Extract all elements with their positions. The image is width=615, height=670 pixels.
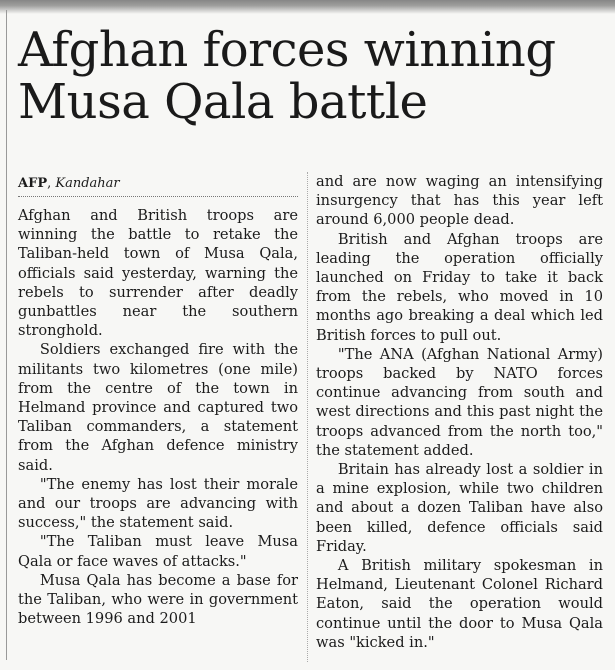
left-border-rule — [6, 10, 7, 660]
dateline-place: Kandahar — [55, 176, 120, 191]
paragraph: "The enemy has lost their morale and our troops are advancing with success," the statement said. — [18, 475, 298, 532]
paragraph: Britain has already lost a soldier in a mine explosion, while two children and about a dozen Taliban have also been killed, defence officials said Friday. — [316, 461, 603, 555]
paragraph: Musa Qala has become a base for the Taliban, who were in government between 1996 and 2001 — [18, 571, 298, 628]
paragraph: A British military spokesman in Helmand, Lieutenant Colonel Richard Eaton, said the operation would continue until the door to Musa Qala was "kicked in." — [316, 557, 603, 651]
paragraph: Soldiers exchanged fire with the militants two kilometres (one mile) from the centre of the town in Helmand province and captured two Taliban commanders, a statement from the Afghan defence ministry said. — [18, 341, 298, 474]
headline: Afghan forces winning Musa Qala battle — [18, 22, 556, 130]
article-column-left — [18, 206, 298, 628]
dateline: AFP, Kandahar — [18, 176, 298, 197]
column-divider — [307, 172, 308, 662]
paragraph: "The ANA (Afghan National Army) troops backed by NATO forces continue advancing from south and west directions and this past night the troops advanced from the north too," the statement added. — [316, 345, 603, 459]
paragraph: Afghan and British troops are winning the battle to retake the Taliban-held town of Musa Qala, officials said yesterday, warning the rebels to surrender after deadly gunbattles near the southern stronghold. — [18, 207, 298, 340]
paragraph: and are now waging an intensifying insurgency that has this year left around 6,000 people dead. — [316, 173, 603, 229]
dateline-agency: AFP — [18, 176, 48, 191]
paragraph: "The Taliban must leave Musa Qala or face waves of attacks." — [18, 533, 298, 570]
top-edge-shadow — [0, 0, 615, 14]
article-column-right — [316, 172, 603, 652]
paragraph: British and Afghan troops are leading the operation officially launched on Friday to take it back from the rebels, who moved in 10 months ago breaking a deal which led British forces to pull out. — [316, 230, 603, 344]
